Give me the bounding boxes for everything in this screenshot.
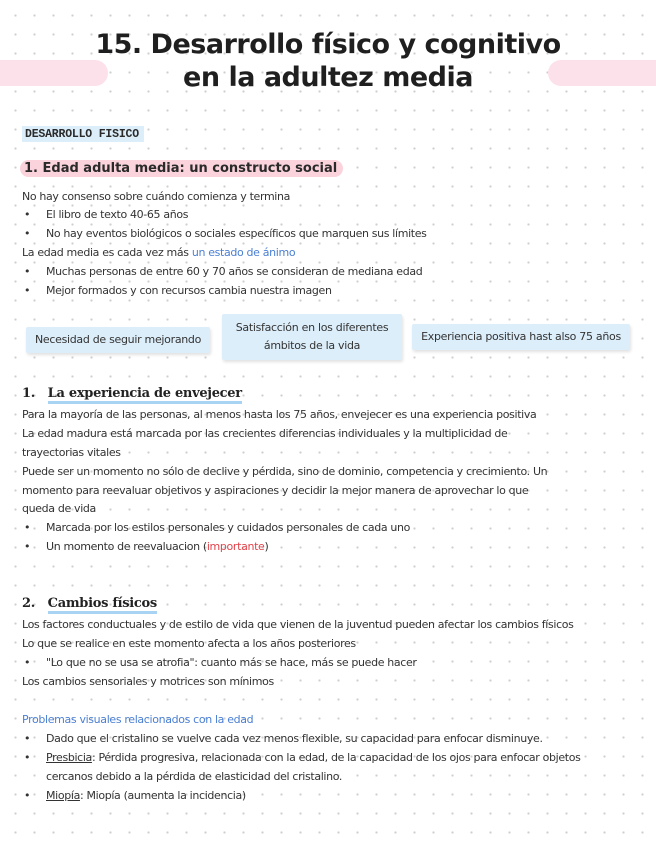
bullet-icon: • bbox=[24, 656, 31, 669]
edad-media-text: La edad media es cada vez más bbox=[22, 246, 192, 259]
text-line: momento para reevaluar objetivos y aspiraciones y decidir la mejor manera de aprovechar lo que bbox=[22, 484, 529, 497]
text-line: Para la mayoría de las personas, al menos hasta los 75 años, envejecer es una experiencia positiva bbox=[22, 408, 537, 421]
section-label: DESARROLLO FISICO bbox=[22, 126, 144, 142]
bullet-presbicia bbox=[46, 751, 580, 764]
miopia-term: Miopía bbox=[46, 789, 80, 802]
reevaluacion-text: Un momento de reevaluacion ( bbox=[46, 540, 207, 553]
box-satisfaccion-line-1: Satisfacción en los diferentes bbox=[235, 321, 389, 334]
bullet-icon: • bbox=[24, 751, 31, 764]
bullet-icon: • bbox=[24, 521, 31, 534]
box-experiencia: Experiencia positiva hast also 75 años bbox=[412, 324, 630, 350]
bullet-icon: • bbox=[24, 732, 31, 745]
bullet-reevaluacion bbox=[46, 540, 268, 553]
bullet-formados: Mejor formados y con recursos cambia nuestra imagen bbox=[46, 284, 332, 297]
bullet-atrofia: "Lo que no se usa se atrofia": cuanto más se hace, más se puede hacer bbox=[46, 656, 417, 669]
text-line: La edad madura está marcada por las crecientes diferencias individuales y la multiplicidad de bbox=[22, 427, 508, 440]
reevaluacion-suffix: ) bbox=[264, 540, 269, 553]
title-line-1: 15. Desarrollo físico y cognitivo bbox=[95, 29, 561, 60]
heading-cambios bbox=[22, 596, 157, 611]
paragraph-consenso: No hay consenso sobre cuándo comienza y termina bbox=[22, 190, 291, 203]
box-necesidad: Necesidad de seguir mejorando bbox=[26, 327, 210, 353]
bullet-cristalino: Dado que el cristalino se vuelve cada vez menos flexible, su capacidad para enfocar disminuye. bbox=[46, 732, 543, 745]
bullet-libro: El libro de texto 40-65 años bbox=[46, 208, 189, 221]
bullet-icon: • bbox=[24, 265, 31, 278]
importante-highlight: importante bbox=[206, 540, 265, 553]
paragraph-edad-media bbox=[22, 246, 295, 259]
heading-experiencia-text: La experiencia de envejecer bbox=[48, 386, 242, 404]
box-satisfaccion bbox=[222, 314, 402, 360]
text-line: Puede ser un momento no sólo de declive y pérdida, sino de dominio, competencia y crecimiento. Un bbox=[22, 465, 548, 478]
bullet-icon: • bbox=[24, 540, 31, 553]
bullet-icon: • bbox=[24, 208, 31, 221]
presbicia-term: Presbicia bbox=[46, 751, 92, 764]
bullet-icon: • bbox=[24, 284, 31, 297]
heading-cambios-number: 2. bbox=[22, 596, 35, 611]
text-line: Los factores conductuales y de estilo de vida que vienen de la juventud pueden afectar los cambios físicos bbox=[22, 618, 574, 631]
bullet-icon: • bbox=[24, 227, 31, 240]
text-line: trayectorias vitales bbox=[22, 446, 121, 459]
presbicia-definition: : Pérdida progresiva, relacionada con la edad, de la capacidad de los ojos para enfocar objetos bbox=[91, 751, 581, 764]
subheading-problemas-visuales: Problemas visuales relacionados con la edad bbox=[22, 713, 254, 726]
text-line: queda de vida bbox=[22, 502, 96, 515]
page-title bbox=[0, 28, 656, 94]
heading-cambios-text: Cambios físicos bbox=[48, 596, 157, 614]
heading-edad-adulta: 1. Edad adulta media: un constructo social bbox=[20, 160, 343, 177]
heading-experiencia bbox=[22, 386, 242, 401]
bullet-eventos: No hay eventos biológicos o sociales específicos que marquen sus límites bbox=[46, 227, 427, 240]
presbicia-continuation: cercanos debido a la pérdida de elasticidad del cristalino. bbox=[46, 770, 343, 783]
bullet-miopia bbox=[46, 789, 246, 802]
box-satisfaccion-line-2: ámbitos de la vida bbox=[263, 339, 361, 352]
estado-animo-highlight: un estado de ánimo bbox=[191, 246, 296, 259]
text-line: Los cambios sensoriales y motrices son mínimos bbox=[22, 675, 274, 688]
bullet-icon: • bbox=[24, 789, 31, 802]
miopia-definition: : Miopía (aumenta la incidencia) bbox=[79, 789, 246, 802]
bullet-personas: Muchas personas de entre 60 y 70 años se consideran de mediana edad bbox=[46, 265, 423, 278]
heading-experiencia-number: 1. bbox=[22, 386, 35, 401]
bullet-estilos: Marcada por los estilos personales y cuidados personales de cada uno bbox=[46, 521, 411, 534]
title-line-2: en la adultez media bbox=[183, 62, 473, 93]
text-line: Lo que se realice en este momento afecta a los años posteriores bbox=[22, 637, 356, 650]
